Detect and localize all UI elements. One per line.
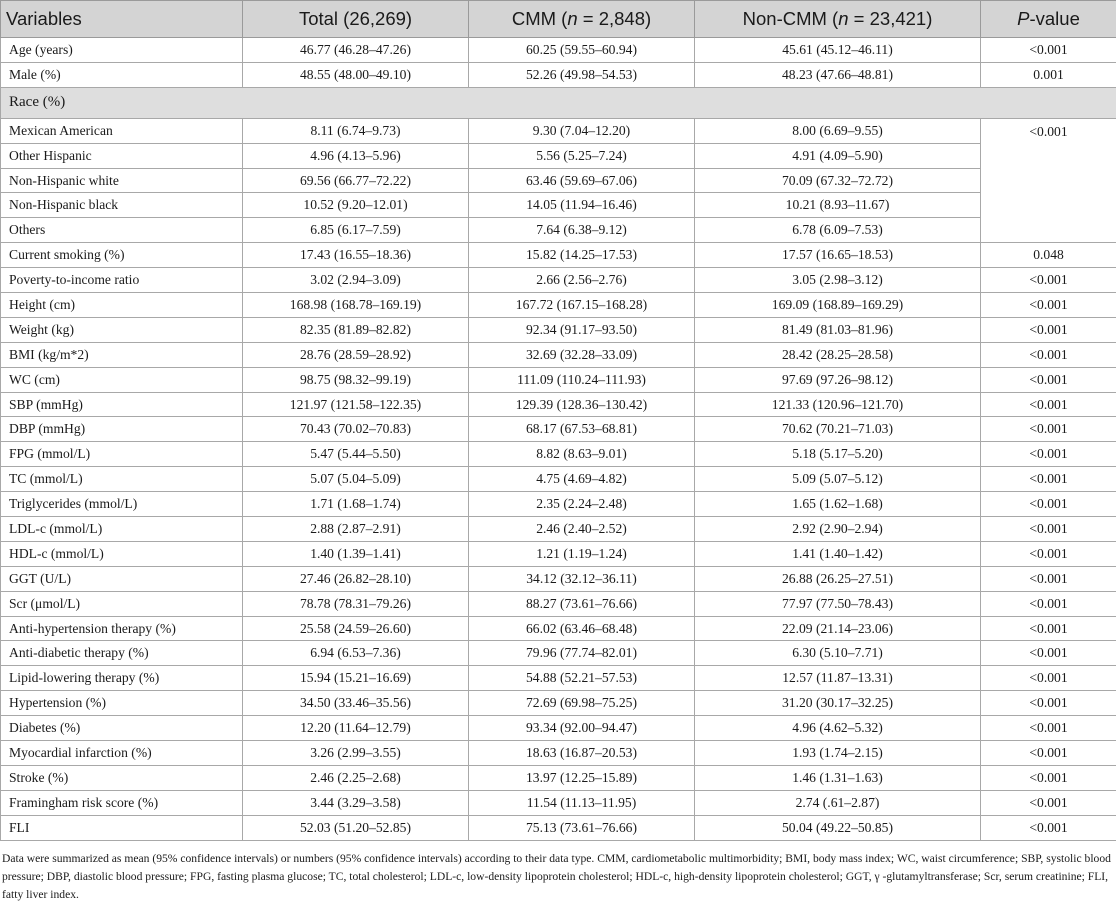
cell-cmm: 13.97 (12.25–15.89) xyxy=(469,765,695,790)
cell-p-value: <0.001 xyxy=(981,467,1116,492)
cell-total: 121.97 (121.58–122.35) xyxy=(243,392,469,417)
cell-non-cmm: 3.05 (2.98–3.12) xyxy=(695,268,981,293)
table-row xyxy=(1,641,1116,666)
cell-non-cmm: 4.91 (4.09–5.90) xyxy=(695,143,981,168)
cell-cmm: 11.54 (11.13–11.95) xyxy=(469,790,695,815)
table-row xyxy=(1,317,1116,342)
table-row xyxy=(1,392,1116,417)
table-row xyxy=(1,716,1116,741)
cell-total: 69.56 (66.77–72.22) xyxy=(243,168,469,193)
table-footnote: Data were summarized as mean (95% confidence intervals) or numbers (95% confidence intervals) according to their data type. CMM, cardiometabolic multimorbidity; BMI, body mass index; WC, waist circumference; SBP, systolic blood pressure; DBP, diastolic blood pressure; FPG, fasting plasma glucose; TC, total cholesterol; LDL-c, low-density lipoprotein cholesterol; HDL-c, high-density lipoprotein cholesterol; GGT, γ -glutamyltransferase; Scr, serum creatinine; FLI, fatty liver index. xyxy=(2,851,1111,901)
row-label: Height (cm) xyxy=(1,293,243,318)
row-label: Scr (μmol/L) xyxy=(1,591,243,616)
cell-cmm: 72.69 (69.98–75.25) xyxy=(469,691,695,716)
table-row xyxy=(1,492,1116,517)
cell-cmm: 129.39 (128.36–130.42) xyxy=(469,392,695,417)
table-row xyxy=(1,367,1116,392)
cell-p-value: <0.001 xyxy=(981,38,1116,63)
cell-p-value: <0.001 xyxy=(981,417,1116,442)
table-row xyxy=(1,815,1116,840)
cell-total: 15.94 (15.21–16.69) xyxy=(243,666,469,691)
cell-cmm: 60.25 (59.55–60.94) xyxy=(469,38,695,63)
cell-non-cmm: 169.09 (168.89–169.29) xyxy=(695,293,981,318)
cell-p-value: <0.001 xyxy=(981,268,1116,293)
table-row xyxy=(1,691,1116,716)
cell-total: 6.85 (6.17–7.59) xyxy=(243,218,469,243)
cell-non-cmm: 70.09 (67.32–72.72) xyxy=(695,168,981,193)
cell-p-value: <0.001 xyxy=(981,566,1116,591)
cell-cmm: 92.34 (91.17–93.50) xyxy=(469,317,695,342)
cell-total: 3.44 (3.29–3.58) xyxy=(243,790,469,815)
cell-non-cmm: 22.09 (21.14–23.06) xyxy=(695,616,981,641)
cell-p-value: <0.001 xyxy=(981,716,1116,741)
cell-total: 28.76 (28.59–28.92) xyxy=(243,342,469,367)
cell-total: 48.55 (48.00–49.10) xyxy=(243,62,469,87)
row-label: LDL-c (mmol/L) xyxy=(1,517,243,542)
cell-cmm: 54.88 (52.21–57.53) xyxy=(469,666,695,691)
table-row xyxy=(1,118,1116,143)
cell-p-value: <0.001 xyxy=(981,790,1116,815)
header-cmm-suffix: = 2,848) xyxy=(577,8,652,29)
row-label: Anti-diabetic therapy (%) xyxy=(1,641,243,666)
cell-total: 27.46 (26.82–28.10) xyxy=(243,566,469,591)
cell-total: 82.35 (81.89–82.82) xyxy=(243,317,469,342)
table-row xyxy=(1,566,1116,591)
cell-total: 4.96 (4.13–5.96) xyxy=(243,143,469,168)
cell-p-value: <0.001 xyxy=(981,591,1116,616)
row-label: Non-Hispanic white xyxy=(1,168,243,193)
cell-non-cmm: 48.23 (47.66–48.81) xyxy=(695,62,981,87)
row-label: Anti-hypertension therapy (%) xyxy=(1,616,243,641)
cell-p-value: <0.001 xyxy=(981,293,1116,318)
header-non-cmm xyxy=(695,1,981,38)
header-variables: Variables xyxy=(1,1,243,38)
table-row xyxy=(1,243,1116,268)
cell-p-value: 0.048 xyxy=(981,243,1116,268)
cell-total: 2.46 (2.25–2.68) xyxy=(243,765,469,790)
row-label: Hypertension (%) xyxy=(1,691,243,716)
cell-non-cmm: 28.42 (28.25–28.58) xyxy=(695,342,981,367)
cell-cmm: 8.82 (8.63–9.01) xyxy=(469,442,695,467)
table-row xyxy=(1,666,1116,691)
cell-non-cmm: 1.46 (1.31–1.63) xyxy=(695,765,981,790)
header-cmm-n: n xyxy=(567,8,578,29)
cell-cmm: 52.26 (49.98–54.53) xyxy=(469,62,695,87)
cell-cmm: 1.21 (1.19–1.24) xyxy=(469,541,695,566)
cell-p-value: <0.001 xyxy=(981,517,1116,542)
header-cmm-prefix: CMM ( xyxy=(511,8,568,29)
cell-total: 10.52 (9.20–12.01) xyxy=(243,193,469,218)
header-p-letter: P xyxy=(1017,8,1030,29)
cell-p-value-race: <0.001 xyxy=(981,118,1116,242)
row-label: HDL-c (mmol/L) xyxy=(1,541,243,566)
table-row xyxy=(1,616,1116,641)
cell-total: 52.03 (51.20–52.85) xyxy=(243,815,469,840)
cell-cmm: 5.56 (5.25–7.24) xyxy=(469,143,695,168)
row-label: TC (mmol/L) xyxy=(1,467,243,492)
cell-total: 5.07 (5.04–5.09) xyxy=(243,467,469,492)
cell-total: 98.75 (98.32–99.19) xyxy=(243,367,469,392)
cell-non-cmm: 5.18 (5.17–5.20) xyxy=(695,442,981,467)
cell-total: 3.26 (2.99–3.55) xyxy=(243,741,469,766)
group-label-race: Race (%) xyxy=(1,87,1116,118)
table-row xyxy=(1,62,1116,87)
cell-total: 2.88 (2.87–2.91) xyxy=(243,517,469,542)
cell-non-cmm: 26.88 (26.25–27.51) xyxy=(695,566,981,591)
cell-cmm: 9.30 (7.04–12.20) xyxy=(469,118,695,143)
table-row xyxy=(1,417,1116,442)
row-label: Male (%) xyxy=(1,62,243,87)
cell-p-value: <0.001 xyxy=(981,442,1116,467)
cell-non-cmm: 1.41 (1.40–1.42) xyxy=(695,541,981,566)
cell-p-value: <0.001 xyxy=(981,342,1116,367)
cell-cmm: 32.69 (32.28–33.09) xyxy=(469,342,695,367)
table-row xyxy=(1,38,1116,63)
table-row xyxy=(1,790,1116,815)
cell-non-cmm: 2.92 (2.90–2.94) xyxy=(695,517,981,542)
row-label: Others xyxy=(1,218,243,243)
cell-p-value: <0.001 xyxy=(981,317,1116,342)
cell-p-value: <0.001 xyxy=(981,691,1116,716)
header-row xyxy=(1,1,1116,38)
table-row xyxy=(1,193,1116,218)
cell-p-value: <0.001 xyxy=(981,815,1116,840)
table-row xyxy=(1,168,1116,193)
row-label: DBP (mmHg) xyxy=(1,417,243,442)
row-label: Myocardial infarction (%) xyxy=(1,741,243,766)
cell-cmm: 88.27 (73.61–76.66) xyxy=(469,591,695,616)
table-row xyxy=(1,541,1116,566)
table-row xyxy=(1,143,1116,168)
row-label: Poverty-to-income ratio xyxy=(1,268,243,293)
row-label: Non-Hispanic black xyxy=(1,193,243,218)
table-row xyxy=(1,591,1116,616)
cell-non-cmm: 77.97 (77.50–78.43) xyxy=(695,591,981,616)
cell-p-value: 0.001 xyxy=(981,62,1116,87)
cell-cmm: 79.96 (77.74–82.01) xyxy=(469,641,695,666)
cell-p-value: <0.001 xyxy=(981,666,1116,691)
cell-total: 46.77 (46.28–47.26) xyxy=(243,38,469,63)
row-label: WC (cm) xyxy=(1,367,243,392)
cell-non-cmm: 81.49 (81.03–81.96) xyxy=(695,317,981,342)
cell-total: 12.20 (11.64–12.79) xyxy=(243,716,469,741)
cell-non-cmm: 50.04 (49.22–50.85) xyxy=(695,815,981,840)
cell-cmm: 14.05 (11.94–16.46) xyxy=(469,193,695,218)
row-label: FLI xyxy=(1,815,243,840)
cell-total: 1.71 (1.68–1.74) xyxy=(243,492,469,517)
cell-total: 34.50 (33.46–35.56) xyxy=(243,691,469,716)
cell-cmm: 7.64 (6.38–9.12) xyxy=(469,218,695,243)
cell-cmm: 2.66 (2.56–2.76) xyxy=(469,268,695,293)
header-non-cmm-n: n xyxy=(838,8,849,29)
cell-total: 70.43 (70.02–70.83) xyxy=(243,417,469,442)
cell-p-value: <0.001 xyxy=(981,392,1116,417)
cell-non-cmm: 4.96 (4.62–5.32) xyxy=(695,716,981,741)
cell-total: 25.58 (24.59–26.60) xyxy=(243,616,469,641)
cell-p-value: <0.001 xyxy=(981,541,1116,566)
row-label: BMI (kg/m*2) xyxy=(1,342,243,367)
cell-cmm: 63.46 (59.69–67.06) xyxy=(469,168,695,193)
cell-total: 168.98 (168.78–169.19) xyxy=(243,293,469,318)
table-row xyxy=(1,467,1116,492)
cell-non-cmm: 6.78 (6.09–7.53) xyxy=(695,218,981,243)
cell-total: 3.02 (2.94–3.09) xyxy=(243,268,469,293)
cell-total: 8.11 (6.74–9.73) xyxy=(243,118,469,143)
cell-cmm: 93.34 (92.00–94.47) xyxy=(469,716,695,741)
cell-total: 78.78 (78.31–79.26) xyxy=(243,591,469,616)
cell-cmm: 111.09 (110.24–111.93) xyxy=(469,367,695,392)
header-p-value xyxy=(981,1,1116,38)
cell-p-value: <0.001 xyxy=(981,765,1116,790)
cell-non-cmm: 10.21 (8.93–11.67) xyxy=(695,193,981,218)
cell-non-cmm: 2.74 (.61–2.87) xyxy=(695,790,981,815)
row-label: Current smoking (%) xyxy=(1,243,243,268)
row-label: Lipid-lowering therapy (%) xyxy=(1,666,243,691)
row-label: Other Hispanic xyxy=(1,143,243,168)
cell-cmm: 2.46 (2.40–2.52) xyxy=(469,517,695,542)
row-label: Mexican American xyxy=(1,118,243,143)
header-p-suffix: -value xyxy=(1029,8,1080,29)
cell-non-cmm: 1.93 (1.74–2.15) xyxy=(695,741,981,766)
cell-cmm: 68.17 (67.53–68.81) xyxy=(469,417,695,442)
row-label: Stroke (%) xyxy=(1,765,243,790)
cell-total: 17.43 (16.55–18.36) xyxy=(243,243,469,268)
row-label: FPG (mmol/L) xyxy=(1,442,243,467)
row-label: Diabetes (%) xyxy=(1,716,243,741)
row-label: Triglycerides (mmol/L) xyxy=(1,492,243,517)
cell-non-cmm: 5.09 (5.07–5.12) xyxy=(695,467,981,492)
cell-non-cmm: 6.30 (5.10–7.71) xyxy=(695,641,981,666)
cell-cmm: 75.13 (73.61–76.66) xyxy=(469,815,695,840)
cell-p-value: <0.001 xyxy=(981,492,1116,517)
row-label: Age (years) xyxy=(1,38,243,63)
cell-non-cmm: 70.62 (70.21–71.03) xyxy=(695,417,981,442)
cell-cmm: 66.02 (63.46–68.48) xyxy=(469,616,695,641)
cell-p-value: <0.001 xyxy=(981,367,1116,392)
cell-non-cmm: 31.20 (30.17–32.25) xyxy=(695,691,981,716)
cell-total: 5.47 (5.44–5.50) xyxy=(243,442,469,467)
cell-p-value: <0.001 xyxy=(981,741,1116,766)
header-cmm xyxy=(469,1,695,38)
header-total: Total (26,269) xyxy=(243,1,469,38)
cell-cmm: 4.75 (4.69–4.82) xyxy=(469,467,695,492)
row-label: GGT (U/L) xyxy=(1,566,243,591)
cell-cmm: 18.63 (16.87–20.53) xyxy=(469,741,695,766)
table-body xyxy=(1,38,1116,841)
cell-non-cmm: 1.65 (1.62–1.68) xyxy=(695,492,981,517)
table-row xyxy=(1,218,1116,243)
group-row-race xyxy=(1,87,1116,118)
table-row xyxy=(1,268,1116,293)
cell-p-value: <0.001 xyxy=(981,616,1116,641)
row-label: Weight (kg) xyxy=(1,317,243,342)
cell-non-cmm: 12.57 (11.87–13.31) xyxy=(695,666,981,691)
cell-cmm: 2.35 (2.24–2.48) xyxy=(469,492,695,517)
table-row xyxy=(1,765,1116,790)
table-header xyxy=(1,1,1116,38)
row-label: SBP (mmHg) xyxy=(1,392,243,417)
table-row xyxy=(1,442,1116,467)
header-non-cmm-suffix: = 23,421) xyxy=(848,8,933,29)
cell-total: 1.40 (1.39–1.41) xyxy=(243,541,469,566)
cell-non-cmm: 97.69 (97.26–98.12) xyxy=(695,367,981,392)
cell-non-cmm: 121.33 (120.96–121.70) xyxy=(695,392,981,417)
cell-cmm: 34.12 (32.12–36.11) xyxy=(469,566,695,591)
header-non-cmm-prefix: Non-CMM ( xyxy=(742,8,839,29)
cell-cmm: 167.72 (167.15–168.28) xyxy=(469,293,695,318)
table-row xyxy=(1,741,1116,766)
row-label: Framingham risk score (%) xyxy=(1,790,243,815)
table-row xyxy=(1,342,1116,367)
cell-non-cmm: 17.57 (16.65–18.53) xyxy=(695,243,981,268)
cell-total: 6.94 (6.53–7.36) xyxy=(243,641,469,666)
table-row xyxy=(1,517,1116,542)
cell-non-cmm: 45.61 (45.12–46.11) xyxy=(695,38,981,63)
table-row xyxy=(1,293,1116,318)
cell-non-cmm: 8.00 (6.69–9.55) xyxy=(695,118,981,143)
cell-p-value: <0.001 xyxy=(981,641,1116,666)
cell-cmm: 15.82 (14.25–17.53) xyxy=(469,243,695,268)
